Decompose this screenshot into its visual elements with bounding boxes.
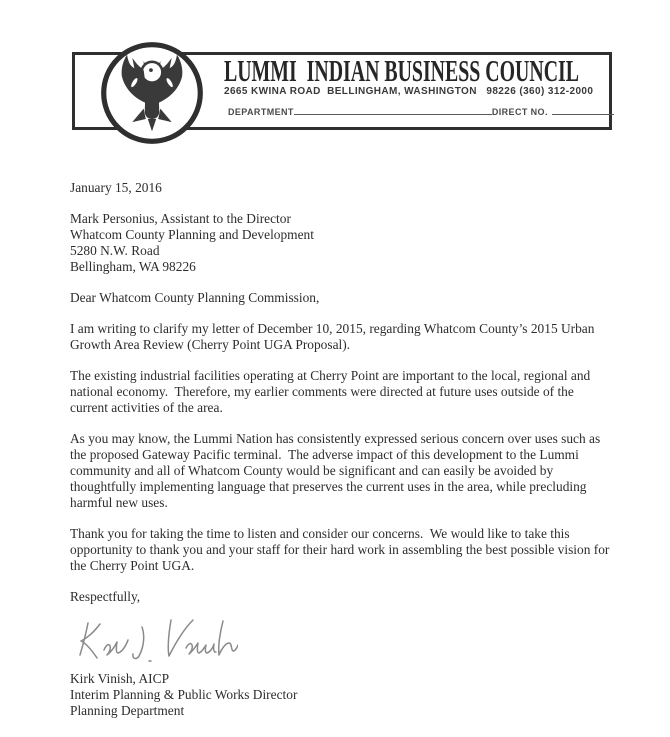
eagle-logo-icon: [98, 39, 206, 147]
org-address: 2665 KWINA ROAD BELLINGHAM, WASHINGTON 98226 (360) 312-2000: [224, 86, 594, 97]
org-name: LUMMI INDIAN BUSINESS COUNCIL: [224, 53, 579, 88]
department-blank-line: [294, 105, 492, 115]
recipient-line: 5280 N.W. Road: [70, 243, 160, 258]
closing: Respectfully,: [70, 589, 141, 604]
body-paragraph: The existing industrial facilities operating at Cherry Point are important to the local, regional and national economy. Therefore, my earlier comments were directed at future uses outside of the current activities of the area.: [70, 368, 594, 415]
letterhead: [0, 0, 670, 160]
body-paragraph: As you may know, the Lummi Nation has consistently expressed serious concern over uses such as the proposed Gateway Pacific terminal. The adverse impact of this development to the Lummi community and all of Whatcom County would be significant and can easily be avoided by thoughtfully implementing language that preserves the current uses in the area, while precluding harmful new uses.: [70, 431, 604, 510]
letter-content: [0, 160, 670, 719]
department-label: DEPARTMENT: [228, 107, 294, 117]
body-paragraph: Thank you for taking the time to listen and consider our concerns. We would like to take this opportunity to thank you and your staff for their hard work in assembling the best possible vision for the Cherry Point UGA.: [70, 526, 613, 573]
recipient-line: Mark Personius, Assistant to the Director: [70, 211, 291, 226]
signer-name: Kirk Vinish, AICP: [70, 671, 170, 686]
department-row: [228, 105, 616, 117]
letter-date: January 15, 2016: [70, 180, 162, 195]
salutation: Dear Whatcom County Planning Commission,: [70, 290, 320, 305]
recipient-line: Bellingham, WA 98226: [70, 259, 196, 274]
direct-no-blank-line: [552, 105, 614, 115]
direct-no-label: DIRECT NO.: [491, 107, 548, 117]
signer-title: Interim Planning & Public Works Director: [70, 687, 298, 702]
body-paragraph: I am writing to clarify my letter of December 10, 2015, regarding Whatcom County’s 2015 Urban Growth Area Review (Cherry Point UGA Proposal).: [70, 321, 598, 352]
signer-department: Planning Department: [70, 703, 185, 718]
letterhead-text: [224, 53, 616, 117]
handwritten-signature: [70, 609, 614, 665]
signature-block: [70, 671, 614, 719]
recipient-line: Whatcom County Planning and Development: [70, 227, 314, 242]
recipient-address: [70, 211, 614, 275]
